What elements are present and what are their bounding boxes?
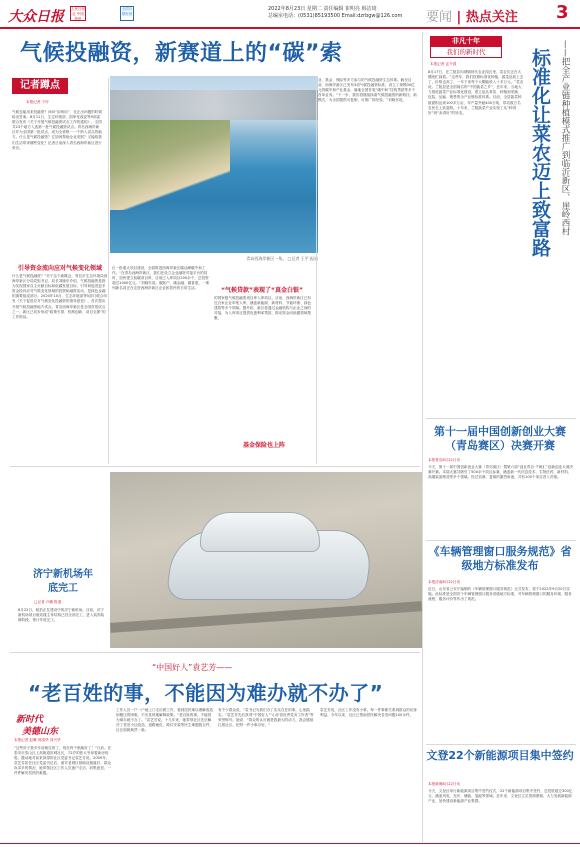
lead-col2: 区一批重大项目建设，全面推进西海岸新区碳达峰碳中和工作。“在青岛西海岸新区，我们在设立企业融资对接平台的同时，加快建立低碳项目库，目前已入库项目200余个，总投资超过1000亿元。”刘晓东说。碳账户、碳金融、碳普惠，一系列新名词正在走进西海岸新区企业和居民的日常生活。: [112, 266, 210, 291]
airport-caption: 8月22日，航拍正在建设中的济宁新机场。目前，济宁新机场项目航站楼主体结构已经全部完工，进入装饰装修阶段，预计年底完工。: [18, 608, 105, 623]
col-divider: [422, 32, 423, 842]
row-divider: [426, 540, 576, 541]
coastline-city: [110, 90, 318, 120]
right-bottom-headline: 文登22个新能源项目集中签约: [426, 749, 574, 762]
section-sub: 热点关注: [465, 10, 518, 25]
right-top-subtitle: ——把全产业链种植模式推广到临沂新区、崖岭西村: [560, 40, 570, 236]
row-divider: [10, 466, 420, 467]
lead-col1: 气候也能用来投融资？问问“如何用”，在正出问题的时候给出答案。8月11日，生态环境部、国家发改委等9部委联合发布《关于开展气候投融资试点工作的通知》，全国共23个地方入选第一批气候投融资试点。青岛西海岸新区作为全国第一批试点，成为全省唯一一个纳入试点的地方。什么是气候投融资？它如何帮助企业发展？又能给我们生活带来哪些变化？记者日前深入青岛西海岸新区进行采访。: [12, 110, 102, 150]
right-mid2-body: 近日，山东省公安厅编制的《车辆管理窗口服务规范》正式发布，将于2022年9月20日实施。此标准是全国首个车辆管理窗口服务省级地方标准，对车辆管理窗口的服务环境、服务流程、服务评价等作出了规范。: [428, 587, 572, 602]
seal-stamp-2: 全国百强报纸: [120, 6, 134, 21]
col-divider: [108, 78, 109, 464]
row-divider: [10, 652, 420, 653]
seal-stamp: 人民日报社 中国报纸: [71, 7, 85, 21]
lead-col1b: 什么是气候投融资？“对于这个新概念，青岛市生态环境局西海岸新区分局党组书记、局长刘晓东介绍，气候投融资是指为实现国家自主贡献目标和低碳发展目标，引导和促进更多资金投向应对气候变化领域的投资和融资活动，是绿色金融的重要组成部分。2020年10月，生态环境部等5部门联合印发《关于促进应对气候变化投融资的指导意见》，首次提出开展气候投融资地方试点。青岛西海岸新区是全国首批试点之一，新区已初步形成“政策引领、机制创新、项目支撑”的工作格局。: [12, 274, 108, 319]
right-mid-headline: 第十一届中国创新创业大赛（青岛赛区）决赛开赛: [434, 425, 566, 452]
date-line: 2022年8月23日 星期二 责任编辑 崔明亮 韩洁琦: [268, 6, 377, 12]
feature-col2: 工作人员一户一户地上门走访做工作，看到居民难以理解改造和搬迁的困难，不厌其烦地解释政策。“老百姓的事，不能因为难办就不办了。”袁艺芳说。十几年来，她带领社区先后解决了老旧小区改造、道路硬化、路灯安装等民生难题数百件，社区面貌焕然一新。: [116, 708, 214, 733]
coastline-beach: [110, 120, 230, 210]
series-banner-top: 非凡十年: [430, 36, 502, 46]
photo-caption: 青岛西海岸新区一角。 □记者 王平 报道: [246, 256, 318, 261]
top-rule: [0, 27, 580, 29]
page-number: 3: [556, 2, 569, 23]
feature-headline: “老百姓的事，不能因为难办就不办了”: [28, 681, 384, 705]
airport-headline: 济宁新机场年底完工: [33, 569, 93, 594]
row-divider: [426, 418, 576, 419]
right-top-headline: 标准化让菜农迈上致富路: [529, 48, 551, 257]
right-mid2-headline: 《车辆管理窗口服务规范》省级地方标准发布: [428, 545, 572, 572]
lead-sub3: 基金保险也上阵: [242, 442, 285, 449]
feature-col4: 袁艺芳说，社区工作没有小事，每一件事都关系到群众的切身利益。今年以来，社区已帮助居民解决各类问题100余件。: [320, 708, 418, 718]
lead-col4: 业、基金、保险等多方参与的气候投融资生态体系。截至目前，西海岸新区已发布3项气候投融资标准，设立了规模30亿元的碳中和产业基金，落地全国首笔“碳中和”挂钩贷款等多个首单业务。“下一步，我们将继续探索气候投融资的新路径、新模式，为全国提供可复制、可推广的经验。”刘晓东说。: [318, 78, 417, 103]
feature-kicker: “中国好人”袁艺芳——: [152, 663, 233, 672]
newspaper-logo: 大众日报: [8, 9, 64, 25]
lead-col3: 的国家级气候投融资项目库入库项目。目前，西海岸新区已有近百家企业申报入库，涵盖新能源、新材料、节能环保、绿色建筑等多个领域。据介绍，新区将通过金融机构与企业之间的对接，为入库项目提供优惠利率贷款，推动资金向低碳领域集聚。: [214, 296, 312, 321]
right-mid2-byline: 本报济南8月22日讯: [428, 580, 461, 584]
right-mid-body: 今天，第十一届中国创新创业大赛（青岛赛区）暨第六届“创业青岛·千帆汇”创新创业大赛决赛开赛。本届大赛共吸引了500余个项目参赛，涵盖新一代信息技术、生物医药、新材料、高端装备制造等多个领域。经过初赛、复赛的激烈角逐，共有100个项目进入决赛。: [428, 465, 574, 480]
series-banner-bottom: 我们的新时代: [430, 46, 502, 58]
right-top-byline: 本报记者 孟令国: [430, 62, 457, 66]
lead-byline: 本报记者 于岸: [26, 100, 49, 104]
feature-badge-a: 新时代: [16, 715, 44, 725]
contact-line: 总编室电话：(0531)85193500 Email:dzrbgw@126.com: [268, 13, 403, 19]
bottom-rule: [0, 843, 580, 844]
right-bottom-body: 今天，文登区举行新能源项目集中签约仪式，22个新能源项目集中签约，总投资超过300亿元，涵盖风电、光伏、储能、氢能等领域。近年来，文登区立足资源禀赋，大力发展新能源产业，加快建设新能源产业集群。: [428, 789, 573, 804]
airport-photo: [110, 472, 422, 648]
lead-sub1: 引导资金流向应对气候变化领域: [17, 265, 102, 272]
lead-sub2: “气候贷款”表现了“真金白银”: [221, 287, 303, 294]
feature-col3: 有不少群众说，“袁书记为我们办了实实在在的事，心里踏实。”袁艺芳先后获得“中国好人”“山东省优秀党务工作者”等荣誉称号。她说：“群众的认可就是我最大的动力，我会继续扎根社区，把每一件小事办好。”: [218, 708, 314, 728]
access-road: [110, 601, 422, 633]
lead-headline: 气候投融资，新赛道上的“碳”索: [20, 41, 343, 66]
section-name: 要闻: [426, 10, 453, 25]
terminal-roof-upper: [200, 512, 320, 552]
col-divider: [316, 78, 317, 464]
right-top-body: 8月17日，在兰陵县向城镇现代农业园区里，菜农们正在大棚里忙碌着。“这些年，我们按照标准化种植，蔬菜品质上去了，价格也高了，一年下来每个大棚能收入十多万元。”菜农说。兰陵县是全国闻名的“中国蔬菜之乡”，近年来，当地大力推进蔬菜产业标准化建设，建立起从育苗、种植到采摘、包装、运输、销售的全产业链标准体系。目前，全县蔬菜种植面积达到100多万亩，年产量突破400万吨，带动数万名农民走上致富路。十年来，兰陵蔬菜产业实现了从“种得好”到“卖得好”的转变。: [428, 70, 524, 115]
right-bottom-byline: 本报威海8月22日讯: [428, 782, 461, 786]
feature-byline: 本报记者 赵琳 郭清华 刘兴华: [14, 738, 61, 742]
feature-col1: “这些房子我多年前就住的了，现在终于都换好了！”日前，在泰安市泰山区上高街道旧城社区，72岁的张大爷拿着新房钥匙，激动地对前来探望的社区党委书记袁艺芳说。2009年，袁艺芳担任社区党委书记后，面对老城区基础设施落后、群众诉求多的情况，她带领社区工作人员逐户走访、收集意见，一件件解决居民的难题。: [14, 746, 112, 776]
row-divider: [426, 744, 576, 745]
section-tag: 要闻 | 热点关注: [426, 10, 518, 25]
airport-byline: □记者 卢鹏 报道: [34, 600, 62, 604]
feature-badge-b: 美德山东: [22, 727, 59, 737]
reporter-badge: 记者蹲点: [12, 78, 68, 94]
right-mid-byline: 本报青岛8月22日讯: [428, 458, 461, 462]
